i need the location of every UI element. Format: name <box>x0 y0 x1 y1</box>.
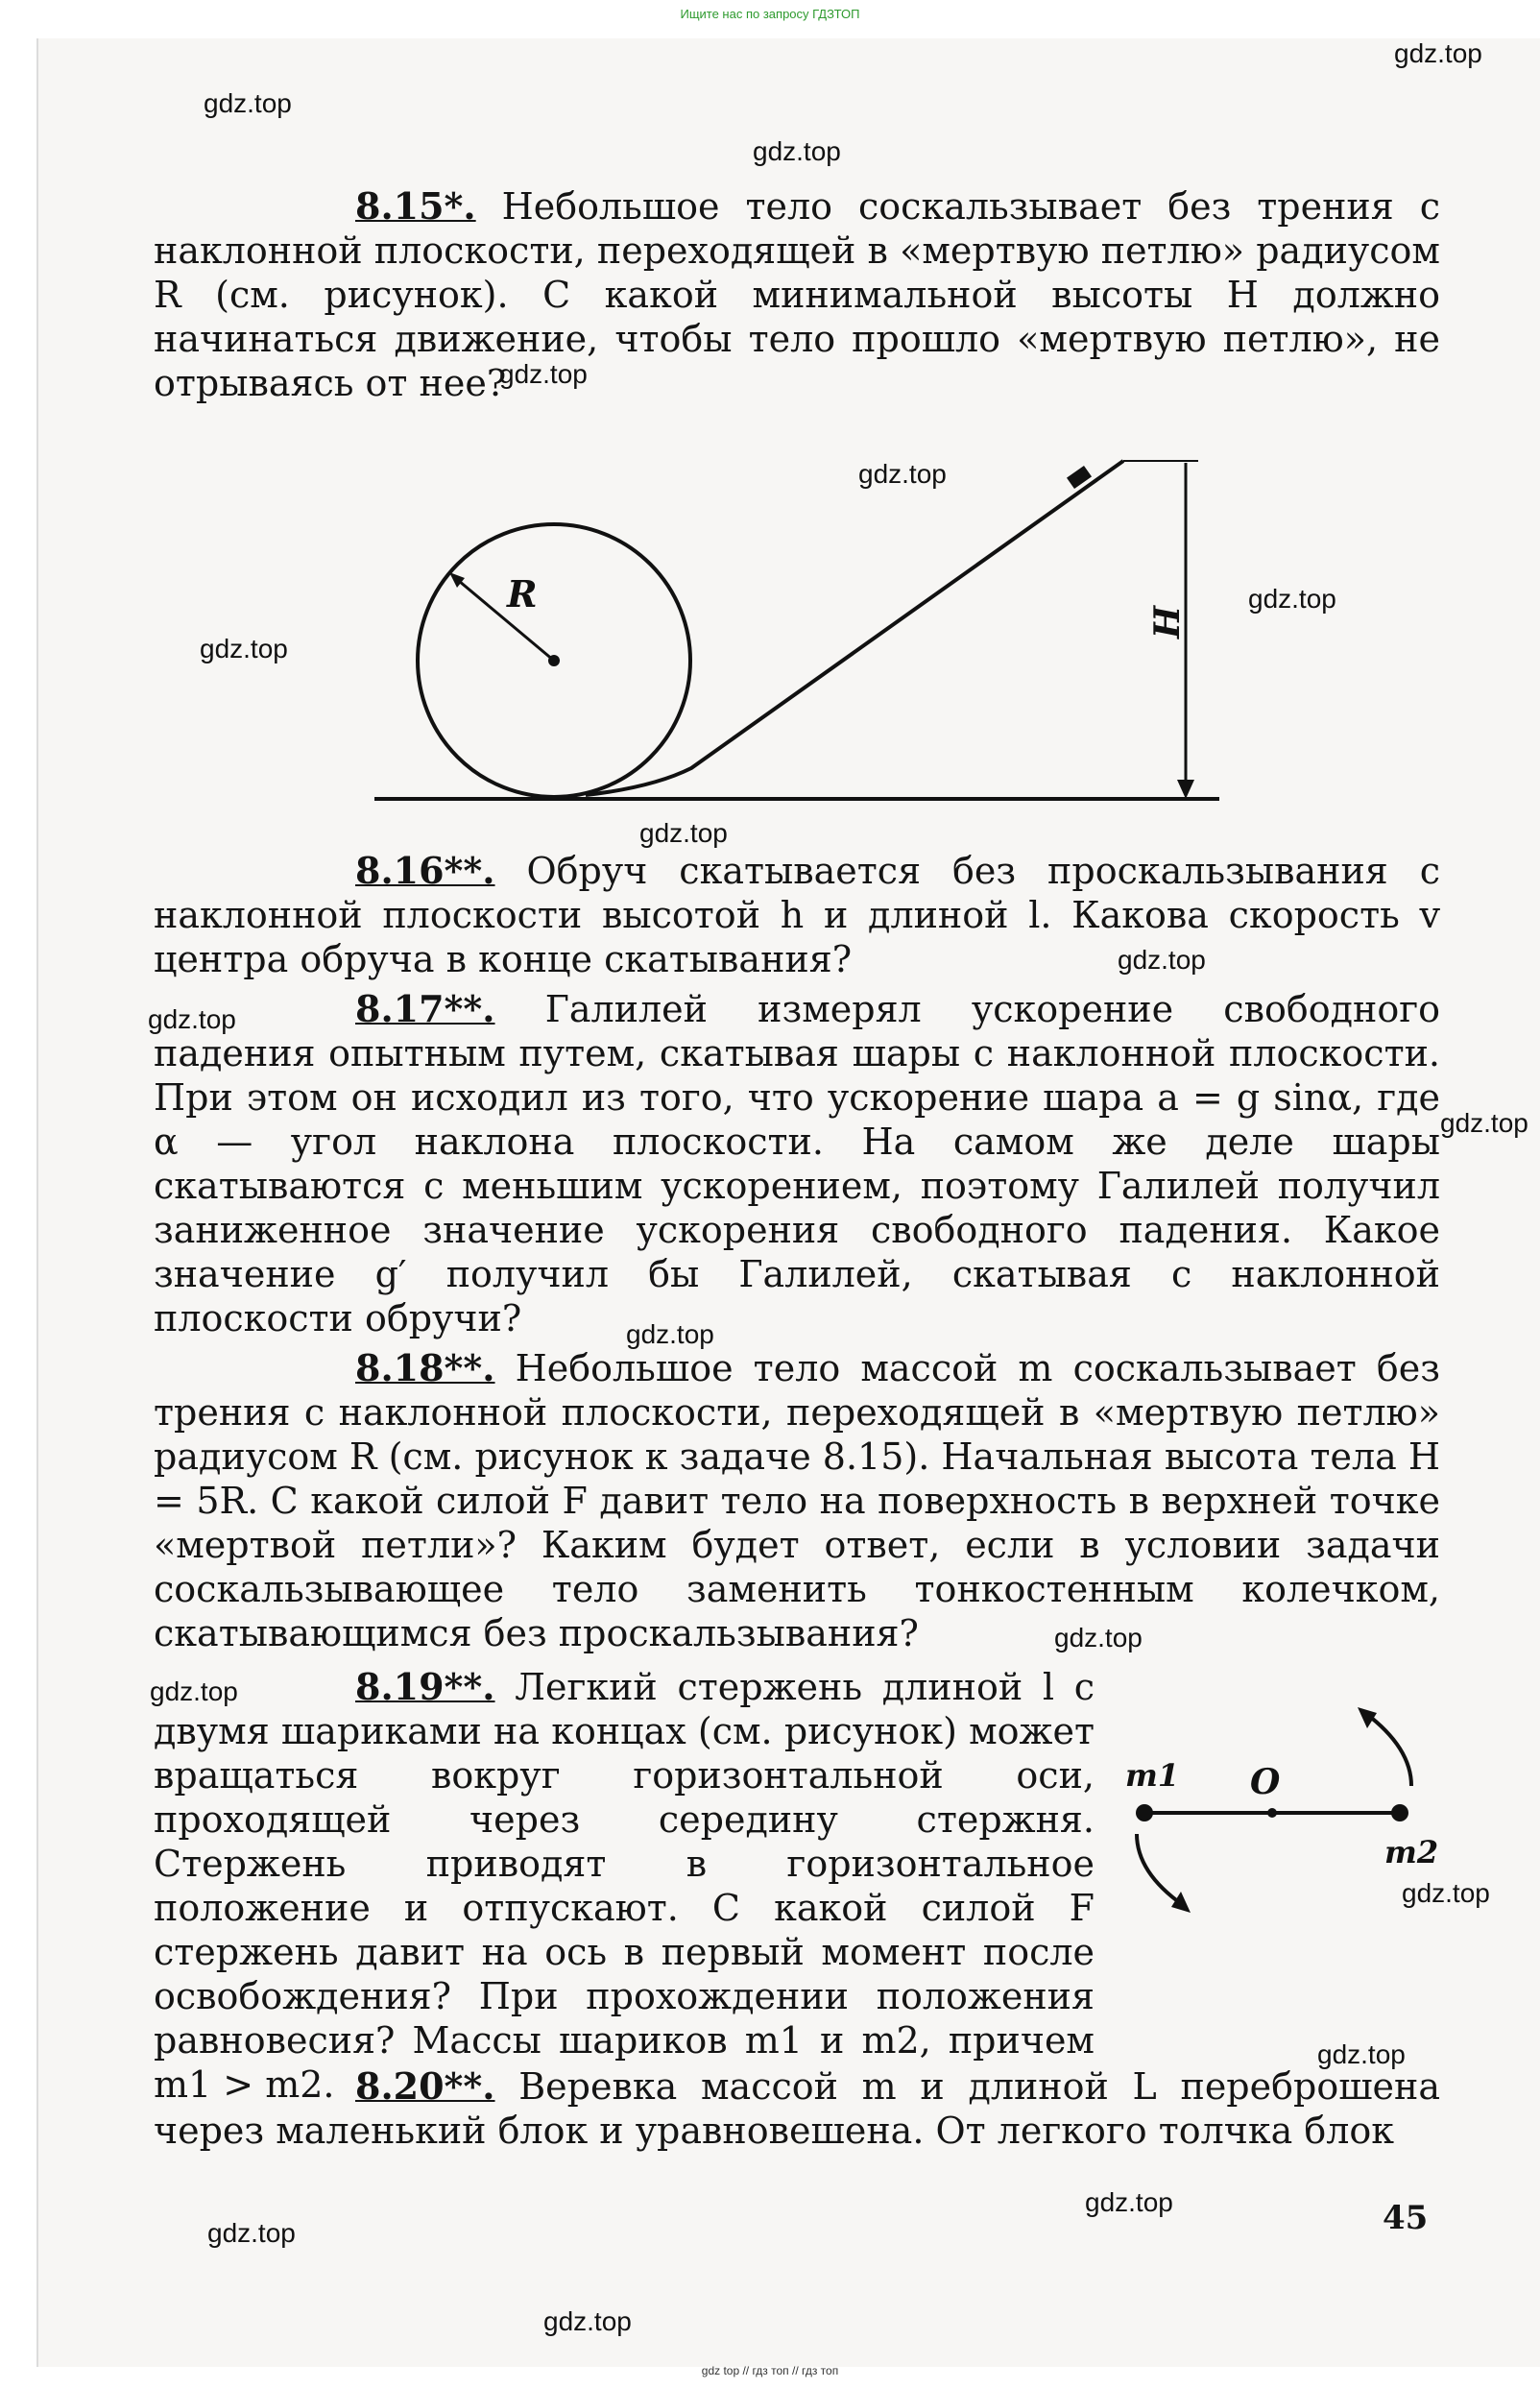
watermark: gdz.top <box>626 1319 714 1349</box>
watermark: gdz.top <box>1248 584 1336 614</box>
problem-8-18 <box>154 1346 1440 1655</box>
watermark: gdz.top <box>1394 38 1482 68</box>
problem-8-19 <box>154 1665 1095 2107</box>
watermark: gdz.top <box>204 88 292 118</box>
problem-text: Небольшое тело массой m соскальзывает без трения с наклонной плоскости, переходящей в «мертвую петлю» радиусом R (см. рисунок к задаче 8.15). Начальная высота тела H = 5R. С какой силой F давит тело на поверхность в верхней точке «мертвой петли»? Каким будет ответ, если в условии задачи соскальзывающее тело заменить тонкостенным колечком, скатывающимся без проскальзывания? <box>154 1347 1440 1654</box>
watermark: gdz.top <box>543 2306 632 2336</box>
height-label: H <box>1147 605 1188 639</box>
problem-number: 8.20**. <box>355 2064 495 2108</box>
incline-line <box>586 461 1123 795</box>
m2-label: m2 <box>1384 1834 1439 1870</box>
ball-m2 <box>1391 1804 1408 1821</box>
problem-8-15 <box>154 184 1440 405</box>
problem-8-17 <box>154 987 1440 1340</box>
watermark: gdz.top <box>499 359 588 389</box>
watermark: gdz.top <box>207 2218 296 2248</box>
problem-8-16 <box>154 849 1440 981</box>
problem-number: 8.19**. <box>355 1665 495 1708</box>
problem-text: Легкий стержень длиной l с двумя шариками на концах (см. рисунок) может вращаться вокруг горизонтальной оси, проходящей через середину стержня. Стержень приводят в горизонтальное положение и отпускают. С какой силой F стержень давит на ось в первый момент после освобождения? При прохождении положения равновесия? Массы шариков m1 и m2, причем m1 > m2. <box>154 1666 1095 2106</box>
axis-point <box>1267 1808 1277 1818</box>
problem-text: Небольшое тело соскальзывает без трения с наклонной плоскости, переходящей в «мертвую петлю» радиусом R (см. рисунок). С какой минимальной высоты H должно начинаться движение, чтобы тело прошло «мертвую петлю», не отрываясь от нее? <box>154 185 1440 404</box>
problem-number: 8.15*. <box>355 184 476 228</box>
watermark: gdz.top <box>1402 1878 1490 1908</box>
radius-line <box>453 576 554 661</box>
watermark: gdz.top <box>148 1004 236 1034</box>
watermark: gdz.top <box>1118 945 1206 975</box>
height-arrowhead <box>1177 780 1194 799</box>
rotation-arrow-up <box>1365 1713 1411 1786</box>
problem-text: Галилей измерял ускорение свободного падения опытным путем, скатывая шары с наклонной плоскости. При этом он исходил из того, что ускорение шара a = g sinα, где α — угол наклона плоскости. На самом же деле шары скатываются с меньшим ускорением, поэтому Галилей получил заниженное значение ускорения свободного падения. Какое значение g′ получил бы Галилей, скатывая с наклонной плоскости обручи? <box>154 988 1440 1339</box>
m1-label: m1 <box>1125 1757 1180 1794</box>
watermark: gdz.top <box>1085 2187 1173 2217</box>
top-banner: Ищите нас по запросу ГДЗТОП <box>680 7 860 21</box>
footer-links: gdz top // гдз топ // гдз топ <box>701 2364 839 2377</box>
loop-center <box>548 655 560 666</box>
watermark: gdz.top <box>639 818 728 848</box>
watermark: gdz.top <box>200 634 288 663</box>
watermark: gdz.top <box>1440 1108 1528 1138</box>
rotation-arrowhead-down <box>1171 1892 1191 1913</box>
dead-loop-figure <box>365 442 1229 826</box>
watermark: gdz.top <box>150 1676 238 1706</box>
problem-text: Обруч скатывается без проскальзывания с наклонной плоскости высотой h и длиной l. Какова скорость v центра обруча в конце скатывания? <box>154 850 1440 980</box>
problem-text: Веревка массой m и длиной L переброшена через маленький блок и уравновешена. От легкого толчка блок <box>154 2065 1440 2152</box>
watermark: gdz.top <box>858 459 947 489</box>
problem-8-20 <box>154 2064 1440 2153</box>
page-number: 45 <box>1383 2199 1429 2237</box>
rod-figure <box>1123 1700 1450 1949</box>
axis-label: O <box>1250 1762 1281 1802</box>
problem-number: 8.17**. <box>355 987 495 1030</box>
radius-label: R <box>507 572 538 615</box>
problem-number: 8.16**. <box>355 849 495 892</box>
watermark: gdz.top <box>1054 1623 1143 1652</box>
ball-m1 <box>1136 1804 1153 1821</box>
rotation-arrow-down <box>1137 1834 1183 1905</box>
problem-number: 8.18**. <box>355 1346 495 1389</box>
watermark: gdz.top <box>1317 2039 1406 2069</box>
watermark: gdz.top <box>753 136 841 166</box>
